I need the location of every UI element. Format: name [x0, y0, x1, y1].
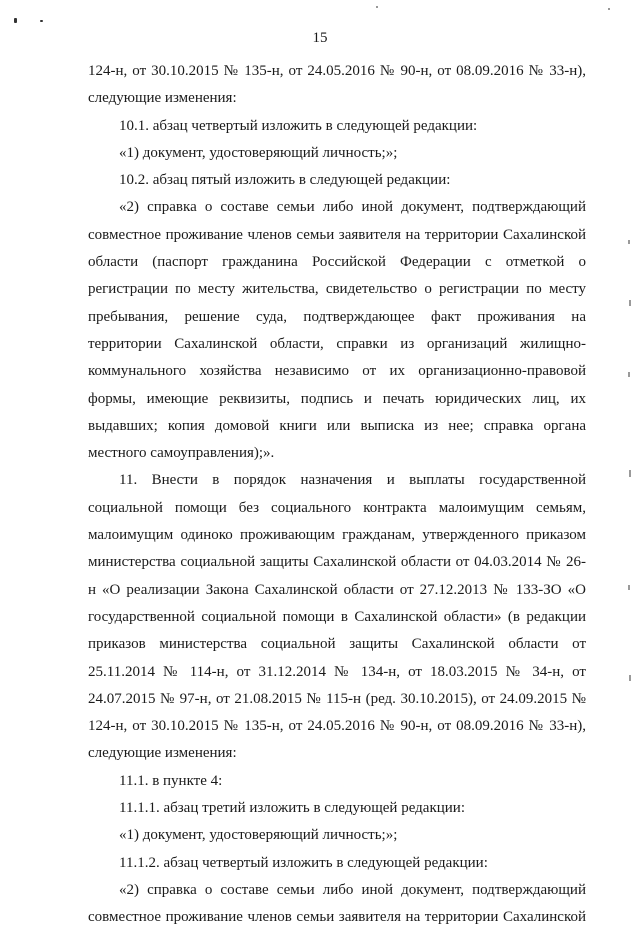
paragraph-10-2: 10.2. абзац пятый изложить в следующей редакции: — [119, 172, 451, 189]
paragraph-quote-family-certificate: «2) справка о составе семьи либо иной документ, подтверждающий совместное проживание членов семьи заявителя на территории Сахалинской области (паспорт гражданина Российской Федерации с отметкой о регистрации по месту жительства, свидетельство о регистрации по месту пребывания, решение суда, подтверждающее факт проживания на территории Сахалинской области, справки из организаций жилищно-коммунального хозяйства независимо от их организационно-правовой формы, имеющие реквизиты, подпись и печать юридических лиц, их выдавших; копия домовой книги или выписка из нее; справка органа местного самоуправления);». — [88, 199, 586, 462]
scan-edge-mark — [628, 372, 630, 377]
scan-edge-mark — [629, 470, 631, 477]
scan-artifact-mark — [376, 6, 378, 8]
document-body — [88, 58, 586, 932]
paragraph-11: 11. Внести в порядок назначения и выплаты государственной социальной помощи без социального контракта малоимущим семьям, малоимущим одиноко проживающим гражданам, утвержденного приказом министерства социальной защиты Сахалинской области от 04.03.2014 № 26-н «О реализации Закона Сахалинской области от 27.12.2013 № 133-ЗО «О государственной социальной помощи в Сахалинской области» (в редакции приказов министерства социальной защиты Сахалинской области от 25.11.2014 № 114-н, от 31.12.2014 № 134-н, от 18.03.2015 № 34-н, от 24.07.2015 № 97-н, от 21.08.2015 № 115-н (ред. 30.10.2015), от 24.09.2015 № 124-н, от 30.10.2015 № 135-н, от 24.05.2016 № 90-н, от 08.09.2016 № 33-н), следующие изменения: — [88, 472, 586, 762]
scan-edge-mark — [629, 300, 631, 306]
paragraph-quote-document-2: «1) документ, удостоверяющий личность;»; — [119, 827, 398, 844]
scan-edge-mark — [628, 585, 630, 590]
scan-artifact-mark — [40, 20, 43, 22]
paragraph-quote-family-certificate-2: «2) справка о составе семьи либо иной документ, подтверждающий совместное проживание членов семьи заявителя на территории Сахалинской — [88, 881, 586, 926]
scan-artifact-mark — [14, 18, 17, 23]
paragraph-10-1: 10.1. абзац четвертый изложить в следующей редакции: — [119, 117, 478, 134]
paragraph-continuation: 124-н, от 30.10.2015 № 135-н, от 24.05.2016 № 90-н, от 08.09.2016 № 33-н), следующие изменения: — [88, 63, 586, 107]
scan-edge-mark — [628, 240, 630, 244]
paragraph-11-1-1: 11.1.1. абзац третий изложить в следующей редакции: — [119, 800, 465, 817]
scan-artifact-mark — [608, 8, 610, 10]
page-number: 15 — [312, 30, 328, 46]
paragraph-11-1-2: 11.1.2. абзац четвертый изложить в следующей редакции: — [119, 854, 488, 871]
paragraph-11-1: 11.1. в пункте 4: — [119, 772, 223, 789]
scan-edge-mark — [629, 675, 631, 681]
paragraph-quote-document: «1) документ, удостоверяющий личность;»; — [119, 144, 398, 161]
